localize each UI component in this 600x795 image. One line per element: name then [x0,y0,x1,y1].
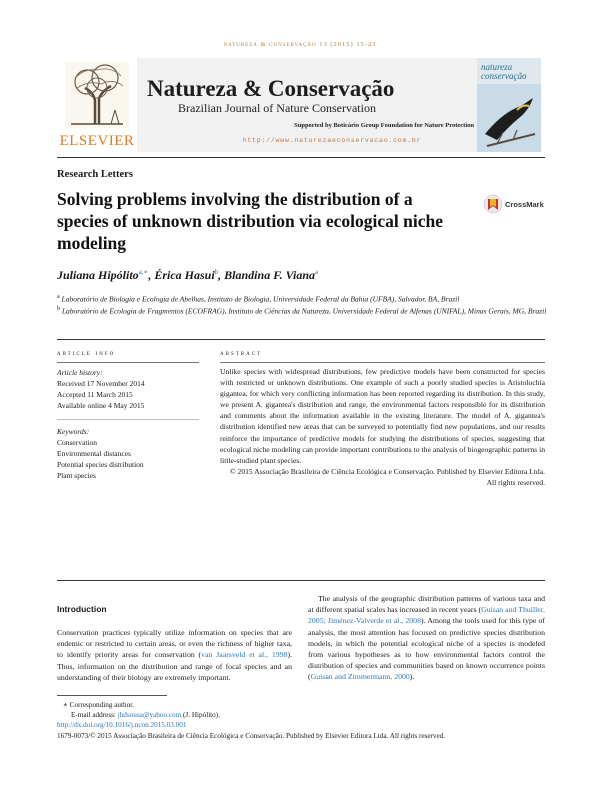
cover-title [481,63,526,81]
paragraph-text: ). [409,672,415,682]
info-divider [57,419,199,420]
email-tail: (J. Hipólito). [181,711,220,719]
issn-note: 1679-0073/© 2015 Associação Brasileira de Ciência Ecológica e Conservação. Published by Elsevier Editora Ltda. All rights reserved. [57,732,446,740]
keyword-item: Conservation [57,438,97,447]
keyword-item: Potential species distribution [57,460,144,469]
paragraph-text: The analysis of the geographic distribution patterns of various taxa and at different spatial scales has increased in recent years ( [308,594,545,615]
keyword-item: Environmental distances [57,449,131,458]
elsevier-logo [57,58,137,152]
affiliation-text: Laboratório de Biologia e Ecologia de Abelhas, Instituto de Biologia, Universidade Federal da Bahia (UFBA), Salvador, BA, Brazil [61,294,460,304]
journal-cover-image [477,58,541,152]
journal-title: Natureza & Conservação [147,76,395,101]
history-accepted: Accepted 11 March 2015 [57,390,133,399]
journal-reference: natureza & conservação 13 (2015) 15-23 [223,41,377,48]
author-affil-marker[interactable]: a,∗ [138,268,149,276]
citation-link[interactable]: van Jaarsveld et al., 1998 [201,650,288,660]
footnote-rule [57,695,167,696]
affiliation-text: Laboratório de Ecologia de Fragmentos (ECOFRAG), Instituto de Ciências da Natureza, Universidade Federal de Alfenas (UNIFAL), Minas Gerais, MG, Brazil [61,306,547,316]
body-column-left [57,627,292,683]
author-list: Juliana Hipólito$^{a,∗}$, Érica Hasui$^b$, Blandina F. Viana$^a$ [57,268,319,282]
history-received: Received 17 November 2014 [57,379,145,388]
keywords-block [57,426,199,481]
article-info-heading: article info [57,349,116,357]
keywords-label: Keywords: [57,427,90,436]
keyword-item: Plant species [57,471,96,480]
history-online: Available online 4 May 2015 [57,401,145,410]
bird-cover-icon [477,84,541,152]
article-history [57,367,199,411]
introduction-heading: Introduction [57,604,107,614]
abstract-text: Unlike species with widespread distributions, few predictive models have been constructed for species with restricted or unknown distributions. One example of such a poorly studied species is Aristolochia gigantea, for which very conflicting information has been reported regarding its distribution. In this study, we present A. gigantea's distribution and range, the environmental factors responsible for its distribution and comments about the information available in the existing literature. The model of A. gigantea's distribution identified new areas that can be surveyed to potentially find new populations, and our results reinforce the importance of predictive models for studying the distributions of species, suggesting that ecological niche modeling can provide important contributions to the analysis of biogeographic patterns in little-studied plant species. [220,367,545,465]
author-name: Blandina F. Viana [224,268,315,282]
email-link[interactable]: jhdsousa@yahoo.com [117,711,182,719]
author-affil-marker[interactable]: b [214,268,219,276]
author-affil-marker[interactable]: a [315,268,319,276]
affiliation-marker: b [57,306,60,312]
paper-title: Solving problems involving the distribution of a species of unknown distribution via ecological niche modeling [57,189,444,253]
paragraph-text: Conservation practices typically utilize information on species that are endemic or restricted to certain areas, or even the richness of higher taxa, to identify priority areas for conservation ( [57,628,292,660]
elsevier-tree-icon [65,62,129,128]
citation-link[interactable]: Guisan and Thuiller, 2005; Jiménez-Valverde et al., 2008 [308,605,545,626]
crossmark-icon [483,193,503,215]
history-label: Article history: [57,368,103,377]
header-divider [57,339,545,340]
cover-title-line1: natureza [481,62,513,72]
body-column-right [308,593,545,683]
crossmark-button[interactable] [483,193,553,215]
article-info-rule [57,362,199,363]
elsevier-wordmark: ELSEVIER [59,133,135,149]
doi-text[interactable]: http://dx.doi.org/10.1016/j.ncon.2015.03.001 [57,721,187,729]
abstract-rule [220,362,545,363]
paragraph-text: ). Thus, information on the distribution and range of focal species and an understanding of their biology are extremely important. [57,650,293,682]
email-note [71,710,561,720]
abstract-heading: abstract [220,349,263,357]
citation-link[interactable]: Guisan and Zimmermann, 2000 [310,672,410,682]
crossmark-label: CrossMark [505,200,544,209]
section-label: Research Letters [57,169,133,180]
abstract-bottom-rule [57,580,545,581]
journal-subtitle: Brazilian Journal of Nature Conservation [178,101,376,115]
journal-support-line: Supported by Boticário Group Foundation for Nature Protection [294,122,474,129]
author-name: Juliana Hipólito [57,268,139,282]
journal-masthead [57,58,541,152]
email-label: E-mail address: [71,711,118,719]
journal-url[interactable]: http://www.naturezaeconservacao.com.br [242,137,422,144]
cover-title-line2: conservação [481,71,527,81]
abstract-copyright: © 2015 Associação Brasileira de Ciência Ecológica e Conservação. Published by Elsevier Editora Ltda. All rights reserved. [229,467,545,488]
affiliation [57,304,547,317]
masthead-divider [57,157,545,158]
paragraph-text: ). Among the tools used for this type of analysis, the most attention has focused on predictive species distribution models, in which the potential ecological niche of a species is modeled from various hypotheses as to how environmental factors control the distribution of species and communities based on known occurrence points ( [308,616,545,682]
doi-link[interactable] [57,720,547,730]
affiliation-marker: a [57,294,60,300]
author-name: Érica Hasui [154,268,215,282]
corresponding-author-note: ∗ Corresponding author. [63,701,134,709]
